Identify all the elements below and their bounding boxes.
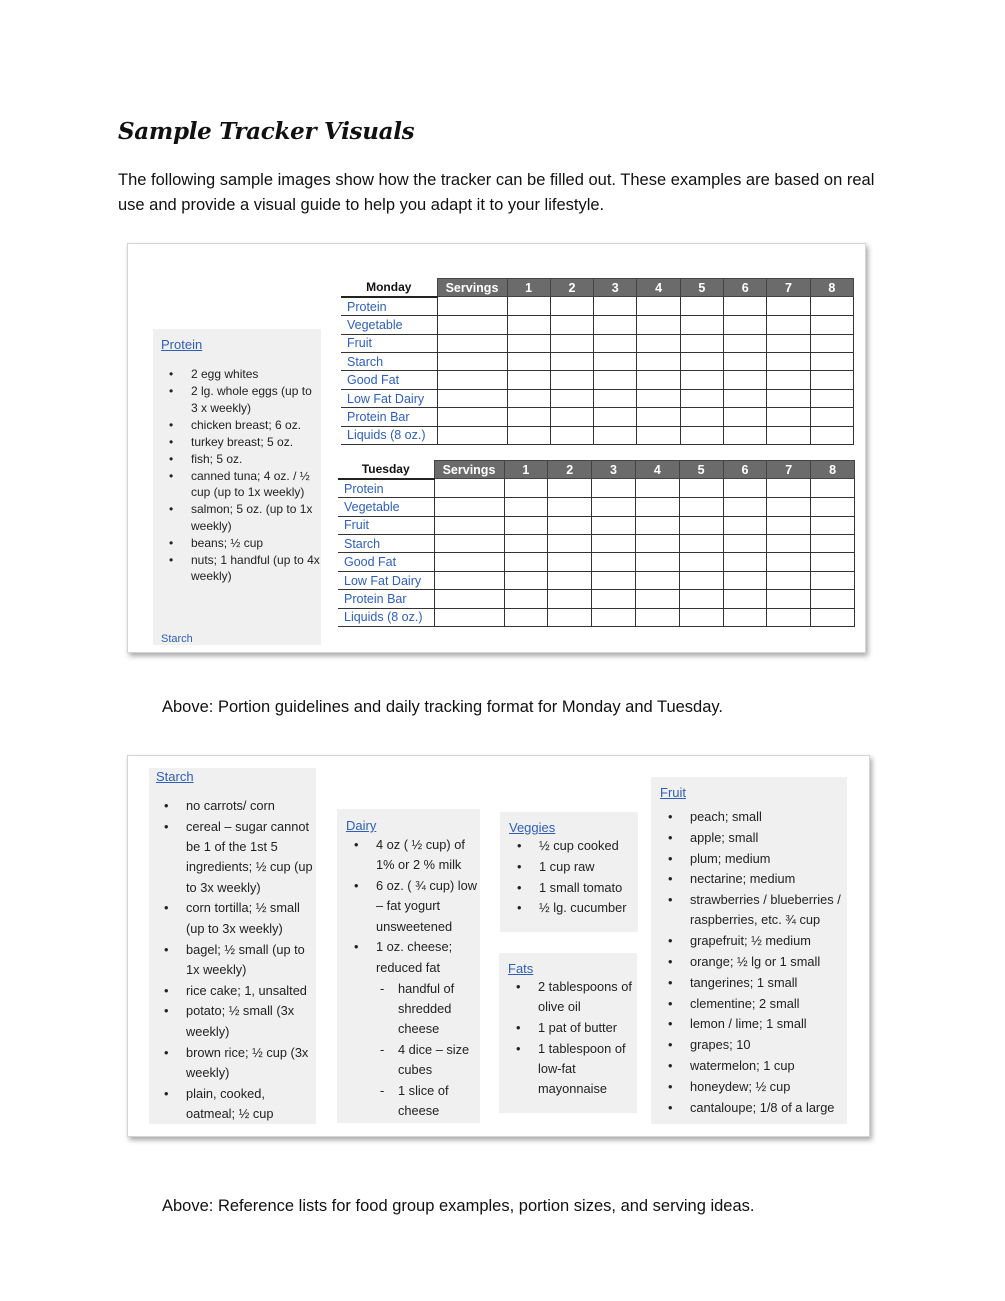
tracker-cell[interactable]: [594, 297, 637, 316]
table-row: [341, 408, 854, 426]
list-item: • grapes; 10: [660, 1035, 847, 1055]
tracker-cell[interactable]: [810, 334, 853, 352]
tracker-cell[interactable]: [767, 498, 811, 516]
tracker-cell[interactable]: [594, 316, 637, 334]
tracker-cell[interactable]: [811, 516, 855, 534]
dairy-card: [337, 809, 480, 1123]
list-item: • chicken breast; 6 oz.: [161, 417, 321, 434]
tracker-cell[interactable]: [504, 553, 548, 571]
tuesday-tracker-table: [338, 460, 855, 627]
tracker-cell[interactable]: [811, 498, 855, 516]
tracker-cell[interactable]: [723, 479, 767, 498]
tracker-cell[interactable]: [437, 371, 507, 389]
list-item: • 2 lg. whole eggs (up to 3 x weekly): [161, 383, 321, 416]
list-item: • canned tuna; 4 oz. / ½ cup (up to 1x weekly): [161, 468, 321, 501]
tracker-cell[interactable]: [811, 590, 855, 608]
tracker-cell[interactable]: [680, 389, 723, 407]
tracker-cell[interactable]: [810, 426, 853, 444]
tracker-cell[interactable]: [504, 608, 548, 626]
row-label: Vegetable: [341, 316, 437, 334]
table-row: [338, 498, 855, 516]
tracker-cell[interactable]: [434, 608, 504, 626]
tracker-cell[interactable]: [550, 334, 593, 352]
list-item: • 2 tablespoons of olive oil: [508, 977, 637, 1018]
tracker-cell[interactable]: [635, 590, 679, 608]
list-item: • 2 egg whites: [161, 366, 321, 383]
list-subitem: - handful of shredded cheese: [346, 979, 480, 1040]
list-item: • 6 oz. ( ¾ cup) low – fat yogurt unsweetened: [346, 876, 480, 937]
tracker-cell[interactable]: [550, 353, 593, 371]
tracker-cell[interactable]: [548, 608, 592, 626]
column-header: 3: [594, 279, 637, 297]
tracker-cell[interactable]: [680, 353, 723, 371]
tracker-sample-image: [127, 243, 866, 653]
tracker-cell[interactable]: [767, 479, 811, 498]
list-item: • ½ cup cooked: [509, 836, 638, 856]
tracker-cell[interactable]: [723, 590, 767, 608]
tracker-cell[interactable]: [724, 353, 767, 371]
row-label: Low Fat Dairy: [338, 571, 434, 589]
tracker-cell[interactable]: [504, 516, 548, 534]
tracker-cell[interactable]: [437, 408, 507, 426]
row-label: Starch: [341, 353, 437, 371]
tracker-cell[interactable]: [437, 334, 507, 352]
starch-heading: Starch: [156, 769, 194, 784]
tracker-cell[interactable]: [679, 571, 723, 589]
tracker-cell[interactable]: [434, 479, 504, 498]
tracker-cell[interactable]: [437, 316, 507, 334]
fats-card: [499, 953, 637, 1113]
table-row: [338, 479, 855, 498]
tracker-cell[interactable]: [592, 571, 636, 589]
table-row: [341, 334, 854, 352]
tracker-cell[interactable]: [548, 571, 592, 589]
tracker-cell[interactable]: [767, 297, 810, 316]
list-item: • nectarine; medium: [660, 869, 847, 889]
tracker-cell[interactable]: [635, 479, 679, 498]
tracker-cell[interactable]: [680, 297, 723, 316]
column-header: 7: [767, 461, 811, 479]
list-item: • lemon / lime; 1 small: [660, 1014, 847, 1034]
row-label: Protein: [338, 479, 434, 498]
column-header: 2: [550, 279, 593, 297]
tracker-cell[interactable]: [550, 371, 593, 389]
tracker-cell[interactable]: [594, 334, 637, 352]
tracker-cell[interactable]: [679, 553, 723, 571]
list-item: • 1 tablespoon of low-fat mayonnaise: [508, 1039, 637, 1100]
tracker-cell[interactable]: [507, 316, 550, 334]
tracker-cell[interactable]: [507, 353, 550, 371]
tracker-cell[interactable]: [594, 371, 637, 389]
tracker-cell[interactable]: [637, 334, 680, 352]
tracker-cell[interactable]: [635, 516, 679, 534]
tracker-cell[interactable]: [679, 590, 723, 608]
list-item: • brown rice; ½ cup (3x weekly): [156, 1043, 316, 1084]
tracker-cell[interactable]: [507, 408, 550, 426]
tracker-cell[interactable]: [507, 371, 550, 389]
tracker-cell[interactable]: [679, 498, 723, 516]
column-header: 4: [637, 279, 680, 297]
tracker-cell[interactable]: [810, 316, 853, 334]
list-item: • 1 pat of butter: [508, 1018, 637, 1038]
tracker-cell[interactable]: [679, 608, 723, 626]
protein-list: [161, 366, 321, 585]
list-item: • potato; ½ small (3x weekly): [156, 1001, 316, 1042]
tracker-cell[interactable]: [594, 353, 637, 371]
tracker-cell[interactable]: [592, 479, 636, 498]
tracker-cell[interactable]: [594, 426, 637, 444]
tracker-cell[interactable]: [548, 553, 592, 571]
column-header: 2: [548, 461, 592, 479]
tracker-cell[interactable]: [504, 498, 548, 516]
tracker-cell[interactable]: [592, 590, 636, 608]
tracker-cell[interactable]: [767, 535, 811, 553]
tracker-cell[interactable]: [504, 479, 548, 498]
tracker-cell[interactable]: [810, 297, 853, 316]
tracker-cell[interactable]: [637, 353, 680, 371]
list-subitem: - 1 slice of cheese: [346, 1081, 480, 1122]
column-header: 5: [679, 461, 723, 479]
tracker-cell[interactable]: [811, 553, 855, 571]
tracker-cell[interactable]: [637, 408, 680, 426]
tracker-cell[interactable]: [680, 316, 723, 334]
row-label: Starch: [338, 535, 434, 553]
table-row: [341, 426, 854, 444]
tracker-cell[interactable]: [635, 553, 679, 571]
row-label: Protein: [341, 297, 437, 316]
column-header: 1: [504, 461, 548, 479]
list-item: • 4 oz ( ½ cup) of 1% or 2 % milk: [346, 835, 480, 876]
list-item: • rice cake; 1, unsalted: [156, 981, 316, 1001]
row-label: Protein Bar: [338, 590, 434, 608]
tracker-cell[interactable]: [507, 426, 550, 444]
tracker-cell[interactable]: [810, 408, 853, 426]
veggies-heading: Veggies: [509, 820, 556, 835]
protein-heading: Protein: [161, 337, 203, 352]
tracker-cell[interactable]: [811, 608, 855, 626]
list-item: • orange; ½ lg or 1 small: [660, 952, 847, 972]
starch-heading-cut: Starch: [161, 633, 193, 645]
tracker-cell[interactable]: [594, 389, 637, 407]
column-header: 7: [767, 279, 810, 297]
day-label: Monday: [341, 279, 437, 297]
tracker-cell[interactable]: [635, 608, 679, 626]
column-header: Servings: [437, 279, 507, 297]
row-label: Low Fat Dairy: [341, 389, 437, 407]
starch-card: [149, 768, 316, 1124]
tracker-cell[interactable]: [635, 498, 679, 516]
fats-heading: Fats: [508, 961, 534, 976]
tracker-cell[interactable]: [548, 535, 592, 553]
fruit-heading: Fruit: [660, 785, 686, 800]
tracker-cell[interactable]: [507, 297, 550, 316]
tracker-cell[interactable]: [680, 408, 723, 426]
fruit-card: [651, 777, 847, 1124]
list-item: • clementine; 2 small: [660, 994, 847, 1014]
tracker-cell[interactable]: [504, 571, 548, 589]
tracker-cell[interactable]: [637, 371, 680, 389]
tracker-cell[interactable]: [434, 590, 504, 608]
table-row: [338, 590, 855, 608]
list-item: • fish; 5 oz.: [161, 451, 321, 468]
column-header: 8: [811, 461, 855, 479]
tracker-cell[interactable]: [548, 516, 592, 534]
list-item: • beans; ½ cup: [161, 535, 321, 552]
starch-list: [156, 796, 316, 1124]
list-item: • ½ lg. cucumber: [509, 898, 638, 918]
tracker-cell[interactable]: [810, 389, 853, 407]
table-row: [341, 316, 854, 334]
tracker-cell[interactable]: [437, 389, 507, 407]
tracker-cell[interactable]: [635, 571, 679, 589]
table-row: [341, 389, 854, 407]
tracker-cell[interactable]: [592, 608, 636, 626]
fruit-list: [660, 807, 847, 1118]
list-item: • no carrots/ corn: [156, 796, 316, 816]
column-header: 3: [592, 461, 636, 479]
column-header: 1: [507, 279, 550, 297]
protein-card: [153, 329, 321, 645]
intro-paragraph: The following sample images show how the tracker can be filled out. These examples are based on real use and provide a visual guide to help you adapt it to your lifestyle.: [118, 171, 875, 214]
dairy-heading: Dairy: [346, 818, 377, 833]
tracker-cell[interactable]: [548, 498, 592, 516]
column-header: 8: [810, 279, 853, 297]
tracker-cell[interactable]: [767, 389, 810, 407]
tracker-cell[interactable]: [680, 426, 723, 444]
tracker-cell[interactable]: [810, 371, 853, 389]
tracker-cell[interactable]: [679, 516, 723, 534]
tracker-cell[interactable]: [724, 408, 767, 426]
veggies-list: [509, 836, 638, 919]
tracker-cell[interactable]: [680, 371, 723, 389]
row-label: Good Fat: [341, 371, 437, 389]
tracker-cell[interactable]: [507, 334, 550, 352]
tracker-cell[interactable]: [723, 571, 767, 589]
tracker-cell[interactable]: [550, 426, 593, 444]
tracker-cell[interactable]: [548, 590, 592, 608]
tracker-cell[interactable]: [550, 316, 593, 334]
tracker-cell[interactable]: [594, 408, 637, 426]
veggies-card: [500, 812, 638, 932]
list-item: • nuts; 1 handful (up to 4x weekly): [161, 552, 321, 585]
row-label: Liquids (8 oz.): [341, 426, 437, 444]
tracker-cell[interactable]: [723, 535, 767, 553]
list-item: • cereal – sugar cannot be 1 of the 1st 5 ingredients; ½ cup (up to 3x weekly): [156, 817, 316, 898]
list-item: • plain, cooked, oatmeal; ½ cup: [156, 1084, 316, 1124]
row-label: Vegetable: [338, 498, 434, 516]
tracker-cell[interactable]: [637, 297, 680, 316]
row-label: Fruit: [341, 334, 437, 352]
row-label: Protein Bar: [341, 408, 437, 426]
tracker-cell[interactable]: [592, 516, 636, 534]
tracker-cell[interactable]: [767, 371, 810, 389]
table-row: [338, 608, 855, 626]
table-row: [341, 297, 854, 316]
list-item: • honeydew; ½ cup: [660, 1077, 847, 1097]
row-label: Fruit: [338, 516, 434, 534]
list-item: • tangerines; 1 small: [660, 973, 847, 993]
list-item: • grapefruit; ½ medium: [660, 931, 847, 951]
caption-1: Above: Portion guidelines and daily tracking format for Monday and Tuesday.: [162, 698, 724, 716]
tracker-cell[interactable]: [767, 408, 810, 426]
table-row: [341, 371, 854, 389]
column-header: Servings: [434, 461, 504, 479]
column-header: 4: [635, 461, 679, 479]
tracker-cell[interactable]: [550, 389, 593, 407]
tracker-cell[interactable]: [724, 389, 767, 407]
tracker-cell[interactable]: [811, 535, 855, 553]
tracker-cell[interactable]: [437, 426, 507, 444]
tracker-cell[interactable]: [637, 426, 680, 444]
tracker-cell[interactable]: [767, 353, 810, 371]
row-label: Liquids (8 oz.): [338, 608, 434, 626]
tracker-cell[interactable]: [680, 334, 723, 352]
reference-lists-image: [127, 755, 870, 1137]
list-item: • 1 oz. cheese; reduced fat: [346, 937, 480, 978]
day-label: Tuesday: [338, 461, 434, 479]
tracker-cell[interactable]: [724, 316, 767, 334]
list-item: • 1 cup raw: [509, 857, 638, 877]
list-item: • cantaloupe; 1/8 of a large: [660, 1098, 847, 1118]
list-item: • peach; small: [660, 807, 847, 827]
tracker-cell[interactable]: [767, 553, 811, 571]
tracker-cell[interactable]: [767, 571, 811, 589]
tracker-cell[interactable]: [637, 316, 680, 334]
tracker-cell[interactable]: [437, 353, 507, 371]
tracker-cell[interactable]: [724, 297, 767, 316]
tracker-cell[interactable]: [434, 498, 504, 516]
column-header: 6: [723, 461, 767, 479]
tracker-cell[interactable]: [434, 516, 504, 534]
tracker-cell[interactable]: [767, 516, 811, 534]
column-header: 6: [724, 279, 767, 297]
tracker-cell[interactable]: [434, 571, 504, 589]
fats-list: [508, 977, 637, 1100]
page-title: Sample Tracker Visuals: [118, 118, 415, 145]
list-item: • 1 small tomato: [509, 878, 638, 898]
table-row: [341, 353, 854, 371]
tracker-cell[interactable]: [767, 608, 811, 626]
list-item: • strawberries / blueberries / raspberries, etc. ¾ cup: [660, 890, 847, 931]
table-row: [338, 516, 855, 534]
table-row: [338, 535, 855, 553]
dairy-list: [346, 835, 480, 1122]
tracker-cell[interactable]: [767, 334, 810, 352]
list-subitem: - 4 dice – size cubes: [346, 1040, 480, 1081]
tracker-cell[interactable]: [592, 553, 636, 571]
tracker-cell[interactable]: [550, 408, 593, 426]
list-item: • watermelon; 1 cup: [660, 1056, 847, 1076]
tracker-cell[interactable]: [592, 498, 636, 516]
list-item: • plum; medium: [660, 849, 847, 869]
table-row: [338, 553, 855, 571]
tracker-cell[interactable]: [723, 498, 767, 516]
list-item: • turkey breast; 5 oz.: [161, 434, 321, 451]
list-item: • salmon; 5 oz. (up to 1x weekly): [161, 501, 321, 534]
tracker-cell[interactable]: [723, 516, 767, 534]
tracker-cell[interactable]: [811, 479, 855, 498]
tracker-cell[interactable]: [507, 389, 550, 407]
tracker-cell[interactable]: [504, 590, 548, 608]
tracker-cell[interactable]: [679, 535, 723, 553]
tracker-cell[interactable]: [811, 571, 855, 589]
tracker-cell[interactable]: [767, 316, 810, 334]
tracker-cell[interactable]: [724, 334, 767, 352]
tracker-cell[interactable]: [724, 426, 767, 444]
tracker-cell[interactable]: [637, 389, 680, 407]
tracker-cell[interactable]: [723, 553, 767, 571]
tracker-cell[interactable]: [548, 479, 592, 498]
column-header: 5: [680, 279, 723, 297]
caption-2: Above: Reference lists for food group examples, portion sizes, and serving ideas.: [162, 1197, 755, 1215]
row-label: Good Fat: [338, 553, 434, 571]
tracker-cell[interactable]: [434, 535, 504, 553]
tracker-cell[interactable]: [810, 353, 853, 371]
tracker-cell[interactable]: [437, 297, 507, 316]
monday-tracker-table: [341, 278, 854, 445]
table-row: [338, 571, 855, 589]
tracker-cell[interactable]: [767, 590, 811, 608]
tracker-cell[interactable]: [767, 426, 810, 444]
tracker-cell[interactable]: [723, 608, 767, 626]
tracker-cell[interactable]: [592, 535, 636, 553]
tracker-cell[interactable]: [724, 371, 767, 389]
tracker-cell[interactable]: [635, 535, 679, 553]
list-item: • bagel; ½ small (up to 1x weekly): [156, 940, 316, 981]
tracker-cell[interactable]: [504, 535, 548, 553]
tracker-cell[interactable]: [550, 297, 593, 316]
tracker-cell[interactable]: [434, 553, 504, 571]
tracker-cell[interactable]: [679, 479, 723, 498]
list-item: • apple; small: [660, 828, 847, 848]
list-item: • corn tortilla; ½ small (up to 3x weekly): [156, 898, 316, 939]
